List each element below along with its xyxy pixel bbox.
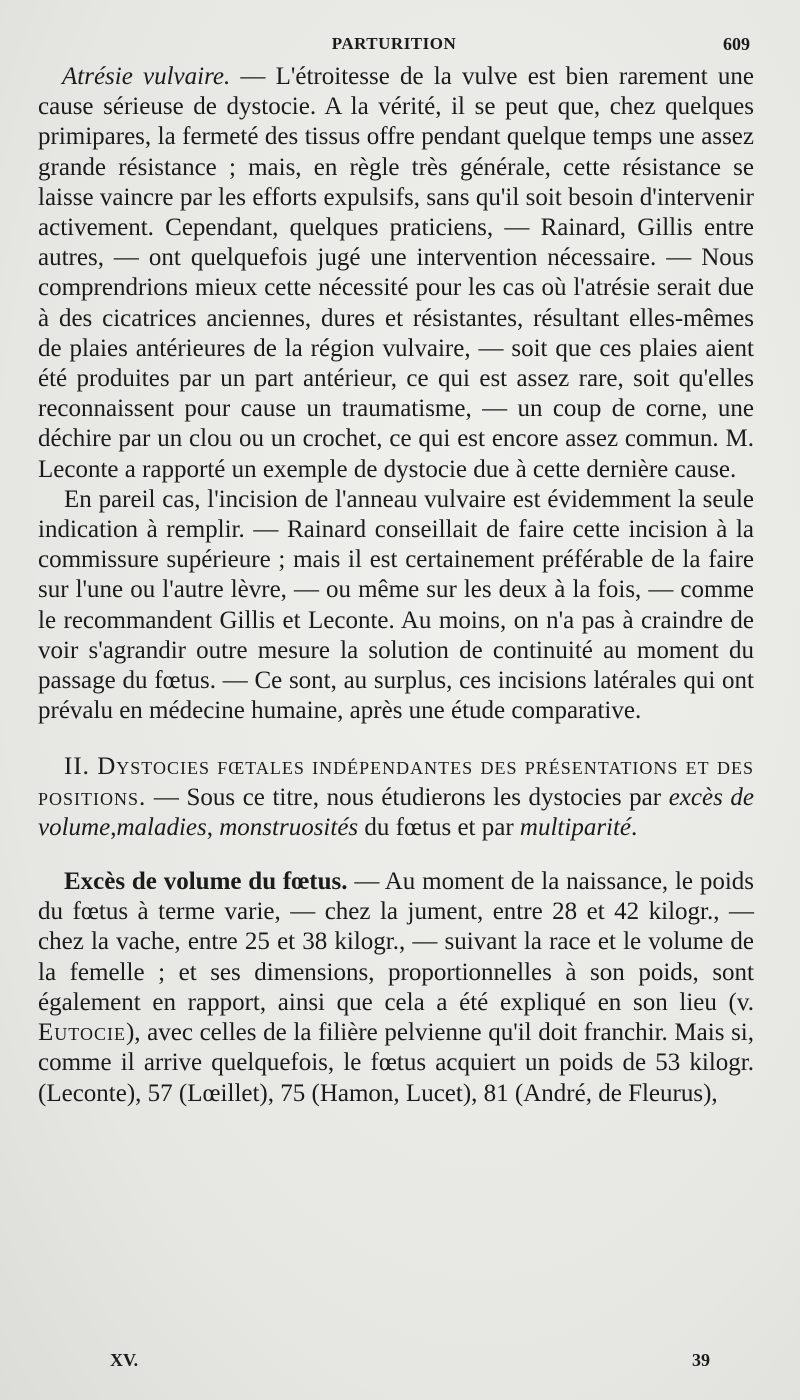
emphasis-term: multiparité bbox=[519, 813, 632, 841]
section-heading: II. Dystocies fœtales indépendantes des présentations et des positions. bbox=[38, 753, 754, 811]
paragraph-dystocies-foetales bbox=[38, 752, 754, 843]
section-lead: Excès de volume du fœtus. bbox=[64, 868, 348, 896]
paragraph-text: En pareil cas, l'incision de l'anneau vulvaire est évidemment la seule indication à remplir. — Rainard conseillait de faire cette incision à la commissure supérieure ; mais il est certainement préférable de la faire sur l'une ou l'autre lèvre, — ou même sur les deux à la fois, — comme le recommandent Gillis et Leconte. Au moins, on n'a pas à craindre de voir s'agrandir outre mesure la solution de continuité au moment du passage du fœtus. — Ce sont, au surplus, ces incisions latérales qui ont prévalu en médecine humaine, après une étude comparative. bbox=[38, 485, 754, 725]
page-header bbox=[38, 34, 750, 58]
paragraph-text: du fœtus et par bbox=[358, 813, 520, 841]
emphasis-term: monstruosités bbox=[219, 813, 359, 841]
page-footer bbox=[110, 1350, 710, 1376]
signature-mark: XV. bbox=[110, 1350, 139, 1370]
signature-number: 39 bbox=[692, 1350, 710, 1370]
emphasis-term: excès de volume bbox=[38, 783, 754, 841]
body-text bbox=[38, 62, 754, 1109]
paragraph-text: — Sous ce titre, nous étudierons les dystocies par bbox=[146, 783, 669, 811]
punctuation: . bbox=[631, 813, 638, 841]
paragraph-text: — L'étroitesse de la vulve est bien rarement une cause sérieuse de dystocie. A la vérité, il se peut que, chez quelques primipares, la fermeté des tissus offre pendant quelque temps une assez grande résistance ; mais, en règle très générale, cette résistance se laisse vaincre par les efforts expulsifs, sans qu'il soit besoin d'intervenir activement. Cependant, quelques praticiens, — Rainard, Gillis entre autres, — ont quelquefois jugé une intervention nécessaire. — Nous comprendrions mieux cette nécessité pour les cas où l'atrésie serait due à des cicatrices anciennes, dures et résistantes, résultant elles-mêmes de plaies antérieures de la région vulvaire, — soit que ces plaies aient été produites par un part antérieur, ce qui est assez rare, soit qu'elles reconnaissent pour cause un traumatisme, — un coup de corne, une déchire par un clou ou un crochet, ce qui est encore assez commun. M. Leconte a rapporté un exemple de dystocie due à cette dernière cause. bbox=[38, 63, 754, 483]
page-number: 609 bbox=[723, 34, 750, 54]
paragraph-incision bbox=[38, 485, 754, 727]
paragraph-atresie-vulvaire bbox=[38, 62, 754, 485]
punctuation: , bbox=[110, 813, 117, 841]
paragraph-text: ), avec celles de la filière pelvienne qu'il doit franchir. Mais si, comme il arrive quelquefois, le fœtus acquiert un poids de 53 kilogr. (Leconte), 57 (Lœillet), 75 (Hamon, Lucet), 81 (André, de Fleurus), bbox=[38, 1019, 754, 1107]
paragraph-text: — Au moment de la naissance, le poids du fœtus à terme varie, — chez la jument, entre 28 et 42 kilogr., — chez la vache, entre 25 et 38 kilogr., — suivant la race et le volume de la femelle ; et ses dimensions, proportionnelles à son poids, sont également en rapport, ainsi que cela a été expliqué en son lieu (v. bbox=[38, 868, 754, 1016]
cross-reference: Eutocie bbox=[38, 1019, 126, 1047]
paragraph-exces-volume bbox=[38, 867, 754, 1109]
section-lead: Atrésie vulvaire. bbox=[62, 63, 231, 90]
punctuation: , bbox=[206, 813, 220, 841]
running-title: PARTURITION bbox=[331, 34, 457, 53]
emphasis-term: maladies bbox=[116, 813, 207, 841]
